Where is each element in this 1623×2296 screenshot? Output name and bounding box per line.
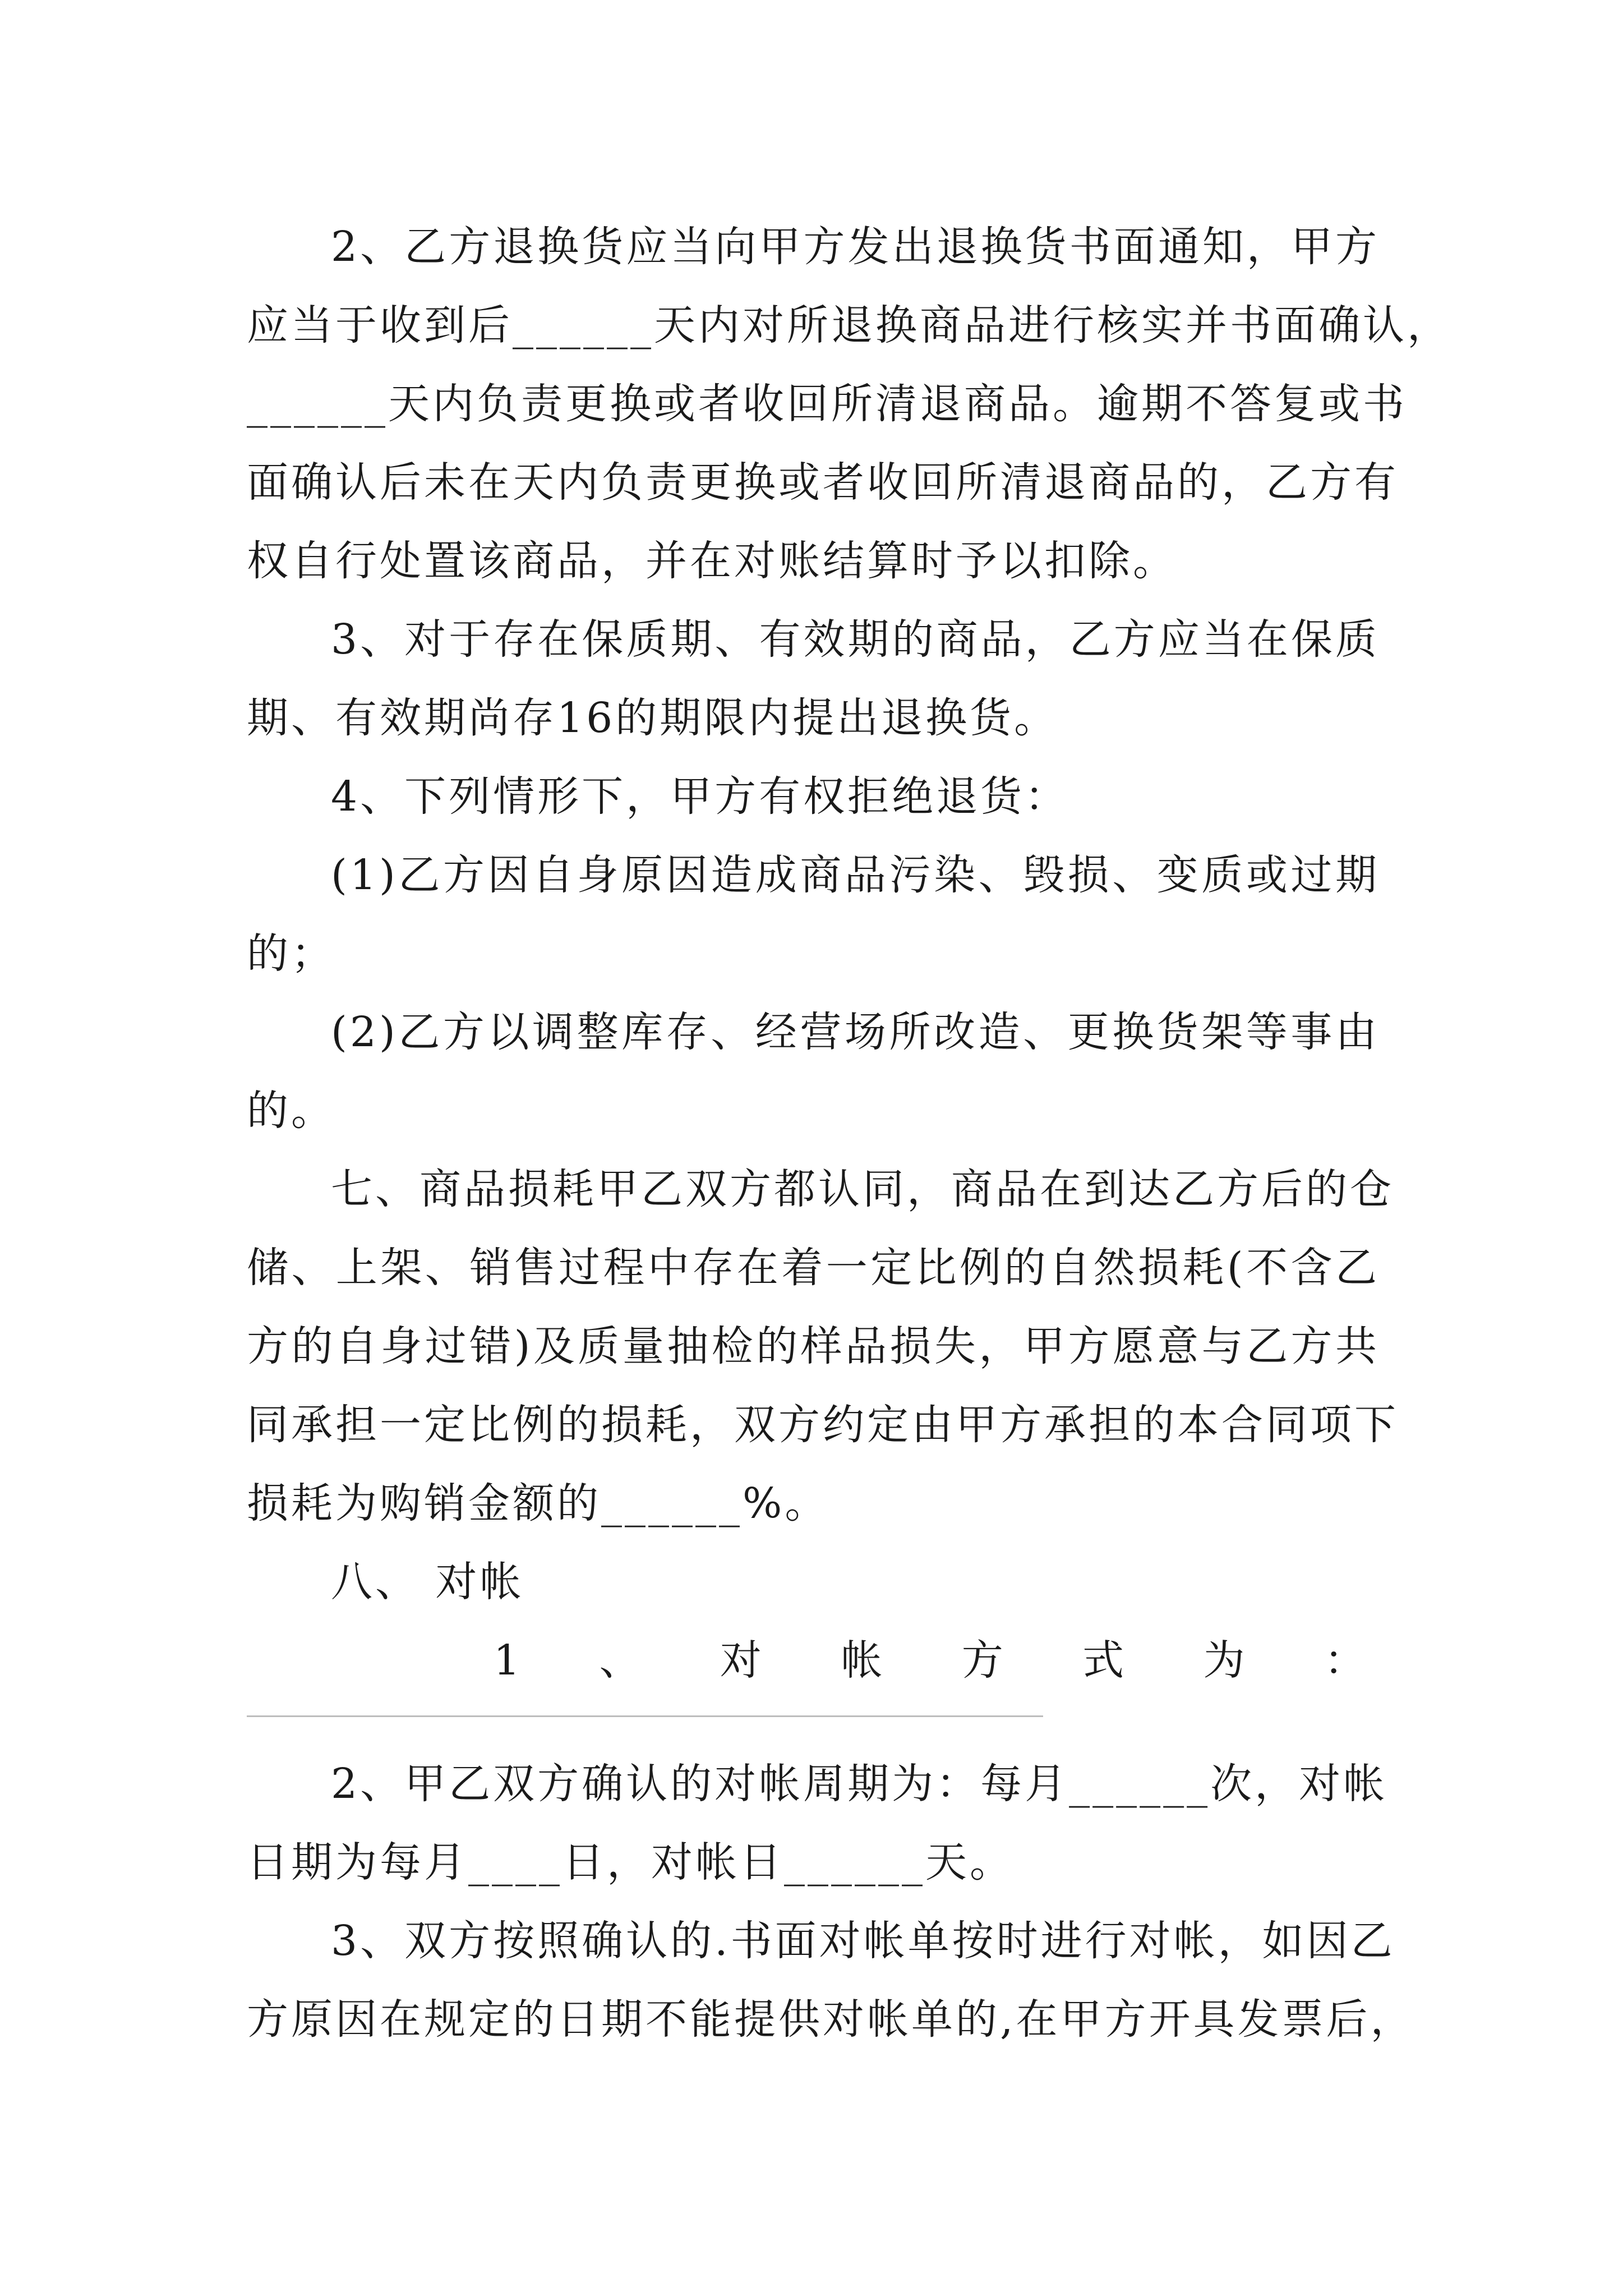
fill-in-blank-line xyxy=(247,1715,1043,1717)
clause-2-line-4: 面确认后未在天内负责更换或者收回所清退商品的，乙方有 xyxy=(247,458,1399,507)
section-8-item-1: 1、对帐方式为： xyxy=(494,1636,1368,1685)
section-7-line-2: 储、上架、销售过程中存在着一定比例的自然损耗(不含乙 xyxy=(247,1244,1380,1292)
section-7-line-1: 七、商品损耗甲乙双方都认同，商品在到达乙方后的仓 xyxy=(331,1165,1394,1213)
clause-4-line-1: 4、下列情形下，甲方有权拒绝退货： xyxy=(331,772,1069,821)
clause-3-line-1: 3、对于存在保质期、有效期的商品，乙方应当在保质 xyxy=(331,615,1380,664)
section-7-line-3: 方的自身过错)及质量抽检的样品损失，甲方愿意与乙方共 xyxy=(247,1322,1380,1370)
clause-2-line-2: 应当于收到后______天内对所退换商品进行核实并书面确认， xyxy=(247,301,1451,349)
section-8-item-3-line-1: 3、双方按照确认的.书面对帐单按时进行对帐，如因乙 xyxy=(331,1917,1395,1965)
clause-4-item-1-line-1: (1)乙方因自身原因造成商品污染、毁损、变质或过期 xyxy=(331,851,1380,899)
section-8-item-3-line-2: 方原因在规定的日期不能提供对帐单的,在甲方开具发票后， xyxy=(247,1995,1415,2044)
clause-2-line-1: 2、乙方退换货应当向甲方发出退换货书面通知，甲方 xyxy=(331,223,1380,271)
section-8-heading: 八、 对帐 xyxy=(331,1558,524,1606)
section-8-item-2-line-2: 日期为每月____日，对帐日______天。 xyxy=(247,1838,1014,1887)
clause-4-item-1-line-2: 的； xyxy=(247,930,335,978)
section-8-item-2-line-1: 2、甲乙双方确认的对帐周期为：每月______次，对帐 xyxy=(331,1760,1388,1808)
clause-2-line-3: ______天内负责更换或者收回所清退商品。逾期不答复或书 xyxy=(247,380,1407,428)
clause-2-line-5: 权自行处置该商品，并在对账结算时予以扣除。 xyxy=(247,537,1177,585)
section-7-line-4: 同承担一定比例的损耗，双方约定由甲方承担的本合同项下 xyxy=(247,1401,1399,1449)
clause-3-line-2: 期、有效期尚存16的期限内提出退换货。 xyxy=(247,694,1059,742)
section-7-line-5: 损耗为购销金额的______%。 xyxy=(247,1479,829,1527)
clause-4-item-2-line-1: (2)乙方以调整库存、经营场所改造、更换货架等事由 xyxy=(331,1008,1380,1056)
clause-4-item-2-line-2: 的。 xyxy=(247,1087,335,1135)
